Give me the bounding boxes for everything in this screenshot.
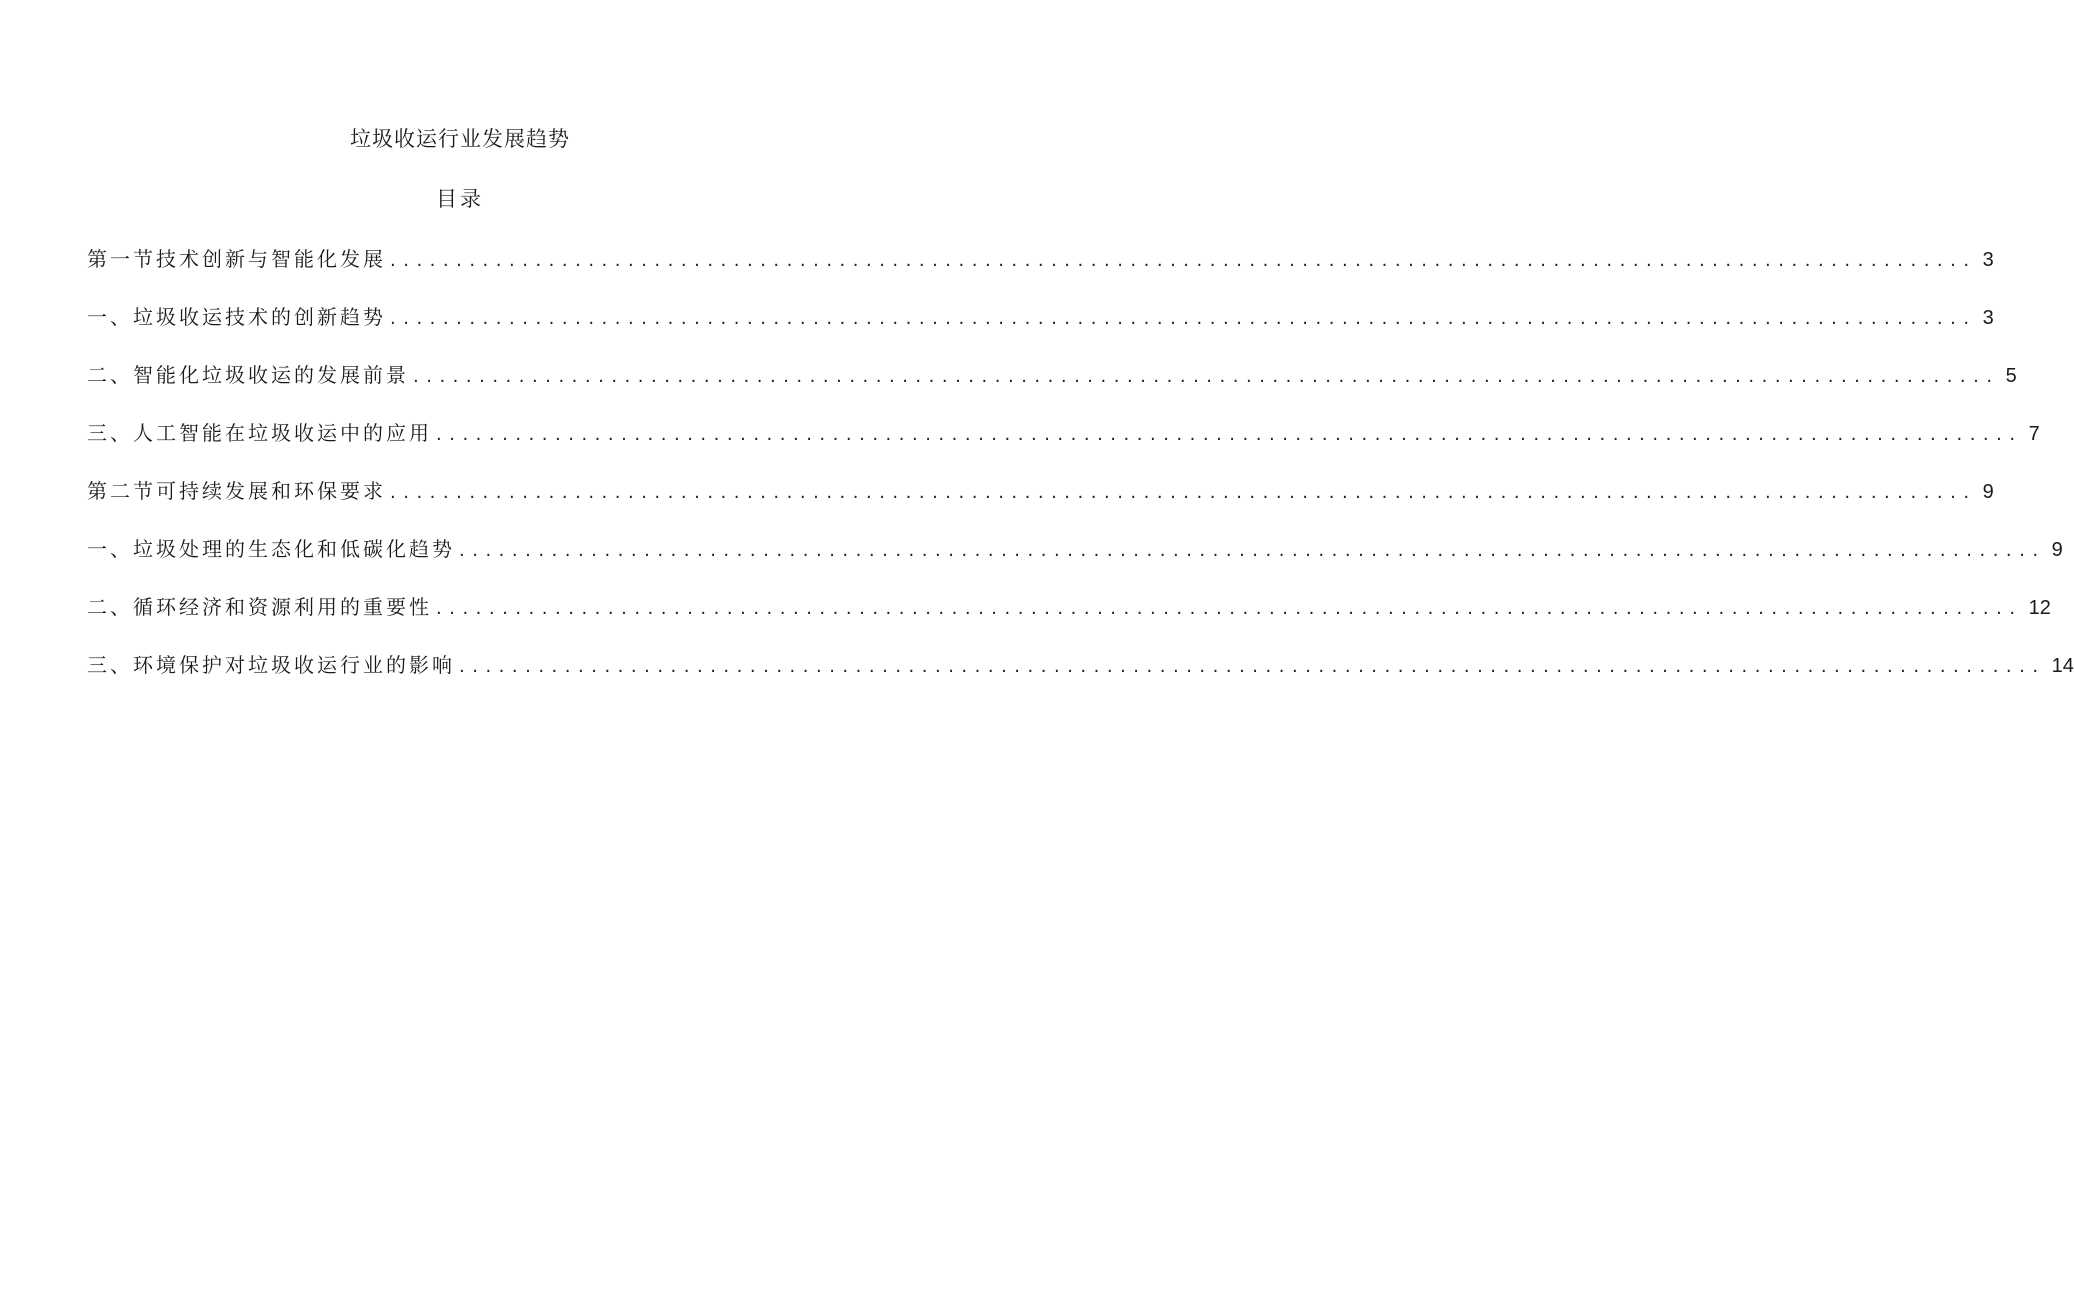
toc-entry-label: 二、智能化垃圾收运的发展前景	[87, 363, 409, 387]
toc-entry[interactable]	[87, 244, 1994, 302]
toc-entry-page: 14	[2051, 655, 2074, 677]
toc-leader-dots: ........................................................................................................................	[436, 424, 2023, 445]
toc-entry-page: 12	[2028, 597, 2051, 619]
toc-leader-dots: ........................................................................................................................	[413, 366, 2000, 387]
table-of-contents	[87, 244, 2074, 708]
toc-leader-dots: ........................................................................................................................	[390, 308, 1977, 329]
toc-leader-dots: ........................................................................................................................	[436, 598, 2023, 619]
toc-entry-page: 5	[2005, 365, 2017, 387]
toc-entry[interactable]	[87, 418, 2040, 476]
toc-entry-page: 9	[1982, 481, 1994, 503]
toc-leader-dots: ........................................................................................................................	[390, 250, 1977, 271]
toc-entry-page: 7	[2028, 423, 2040, 445]
toc-entry-label: 第二节可持续发展和环保要求	[87, 479, 386, 503]
toc-entry-label: 一、垃圾收运技术的创新趋势	[87, 305, 386, 329]
toc-entry-page: 3	[1982, 307, 1994, 329]
toc-entry[interactable]	[87, 302, 1994, 360]
toc-entry[interactable]	[87, 360, 2017, 418]
toc-entry[interactable]	[87, 650, 2074, 708]
toc-entry-label: 二、循环经济和资源利用的重要性	[87, 595, 432, 619]
toc-entry[interactable]	[87, 476, 1994, 534]
toc-entry-page: 9	[2051, 539, 2063, 561]
toc-entry-page: 3	[1982, 249, 1994, 271]
toc-entry[interactable]	[87, 534, 2063, 592]
toc-leader-dots: ........................................................................................................................	[390, 482, 1977, 503]
document-title: 垃圾收运行业发展趋势	[350, 127, 570, 151]
toc-entry-label: 三、人工智能在垃圾收运中的应用	[87, 421, 432, 445]
toc-leader-dots: ........................................................................................................................	[459, 540, 2046, 561]
toc-entry-label: 第一节技术创新与智能化发展	[87, 247, 386, 271]
toc-leader-dots: ........................................................................................................................	[459, 656, 2046, 677]
toc-entry-label: 三、环境保护对垃圾收运行业的影响	[87, 653, 455, 677]
toc-entry[interactable]	[87, 592, 2051, 650]
toc-heading: 目录	[436, 187, 484, 211]
toc-entry-label: 一、垃圾处理的生态化和低碳化趋势	[87, 537, 455, 561]
